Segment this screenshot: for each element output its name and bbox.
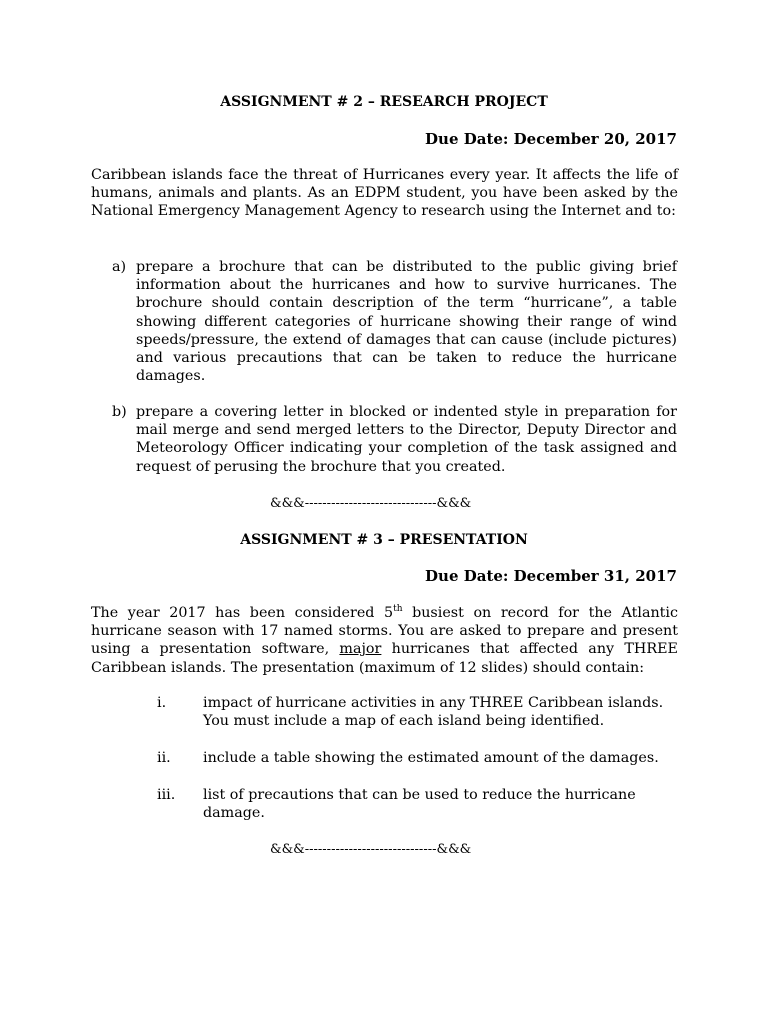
assignment-2-due-date: Due Date: December 20, 2017	[425, 130, 677, 148]
intro-text-part-3: hurricanes that affected any THREE Caribbean islands. The presentation (maximum of 12 slides) should contain:	[91, 641, 678, 676]
section-separator: &&&------------------------------&&&	[270, 496, 472, 511]
assignment-2-intro: Caribbean islands face the threat of Hurricanes every year. It affects the life of humans, animals and plants. As an EDPM student, you have been asked by the National Emergency Management Agency to research using the Internet and to:	[91, 167, 678, 220]
assignment-2-heading: ASSIGNMENT # 2 – RESEARCH PROJECT	[220, 94, 548, 110]
assignment-2-item-b-label: b)	[112, 404, 127, 420]
assignment-3-item-iii-text: list of precautions that can be used to reduce the hurricane damage.	[203, 787, 636, 822]
section-separator: &&&------------------------------&&&	[270, 842, 472, 857]
assignment-3-heading: ASSIGNMENT # 3 – PRESENTATION	[240, 532, 528, 548]
assignment-3-item-ii-label: ii.	[157, 750, 171, 766]
intro-text-part-1: The year 2017 has been considered 5	[91, 605, 394, 621]
assignment-2-item-a-text: prepare a brochure that can be distributed to the public giving brief information about the hurricanes and how to survive hurricanes. The brochure should contain description of the term “hurricane”, a table showing different categories of hurricane showing their range of wind speeds/pressure, the extend of damages that can cause (include pictures) and various precautions that can be taken to reduce the hurricane damages.	[136, 259, 677, 385]
assignment-3-item-iii-label: iii.	[157, 787, 176, 803]
assignment-3-item-i-label: i.	[157, 695, 167, 711]
assignment-3-item-i-text: impact of hurricane activities in any THREE Caribbean islands. You must include a map of each island being identified.	[203, 695, 664, 730]
assignment-3-due-date: Due Date: December 31, 2017	[425, 567, 677, 585]
assignment-3-intro	[91, 604, 678, 677]
underlined-word: major	[339, 641, 382, 658]
assignment-2-item-b-text: prepare a covering letter in blocked or indented style in preparation for mail merge and send merged letters to the Director, Deputy Director and Meteorology Officer indicating your completion of the task assigned and request of perusing the brochure that you created.	[136, 404, 677, 475]
assignment-3-item-ii-text: include a table showing the estimated amount of the damages.	[203, 750, 659, 766]
assignment-2-item-a-label: a)	[112, 259, 127, 275]
ordinal-suffix: th	[393, 604, 403, 615]
intro-text-part-2: busiest on record for the Atlantic hurricane season with 17 named storms. You are asked to prepare and present using a presentation software,	[91, 605, 678, 658]
